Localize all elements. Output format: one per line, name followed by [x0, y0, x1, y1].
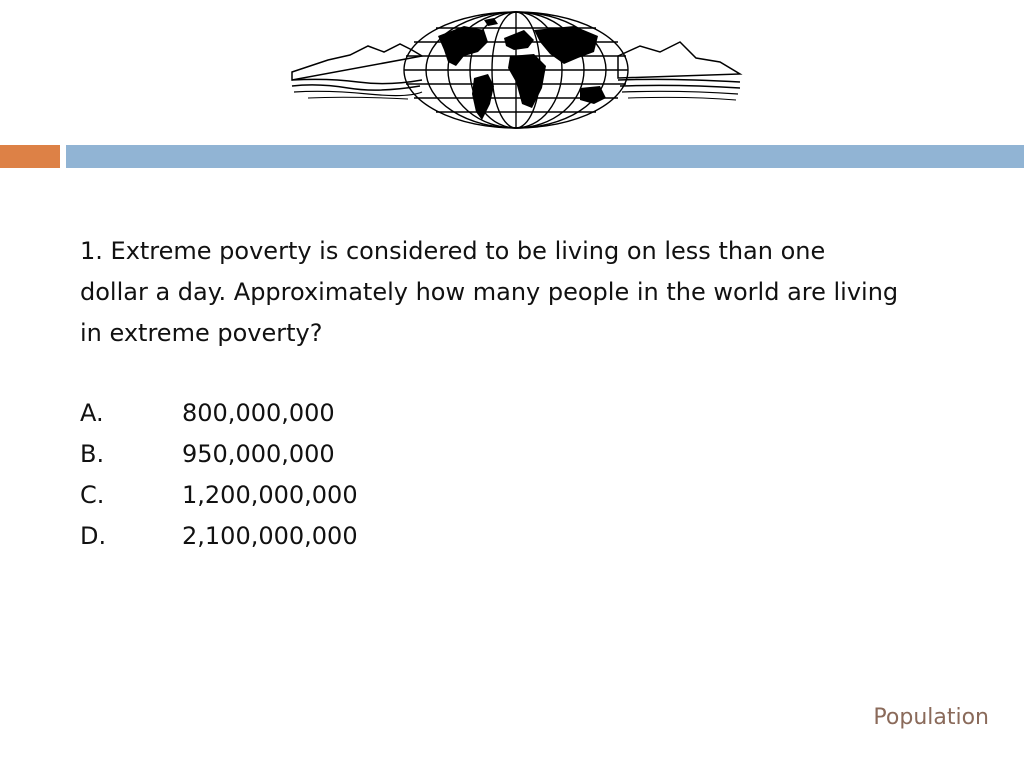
option-value: 2,100,000,000 — [182, 522, 358, 550]
option-value: 1,200,000,000 — [182, 481, 358, 509]
question-text: 1. Extreme poverty is considered to be living on less than one dollar a day. Approximately how many people in the world are living in extreme poverty? — [80, 237, 899, 347]
option-value: 800,000,000 — [182, 399, 335, 427]
option-value: 950,000,000 — [182, 440, 335, 468]
option-c — [80, 475, 358, 516]
option-d — [80, 516, 358, 557]
option-letter: C. — [80, 481, 105, 509]
footer-label: Population — [873, 705, 989, 730]
accent-bar-blue — [66, 145, 1024, 168]
globe-map-icon — [288, 8, 744, 133]
continents — [438, 18, 606, 120]
option-b — [80, 434, 358, 475]
left-mountains — [292, 44, 422, 80]
option-a — [80, 393, 358, 434]
right-mountains — [618, 42, 740, 78]
answer-options — [80, 393, 358, 557]
option-letter: B. — [80, 440, 105, 468]
accent-bar-orange — [0, 145, 60, 168]
option-letter: A. — [80, 399, 104, 427]
option-letter: D. — [80, 522, 107, 550]
